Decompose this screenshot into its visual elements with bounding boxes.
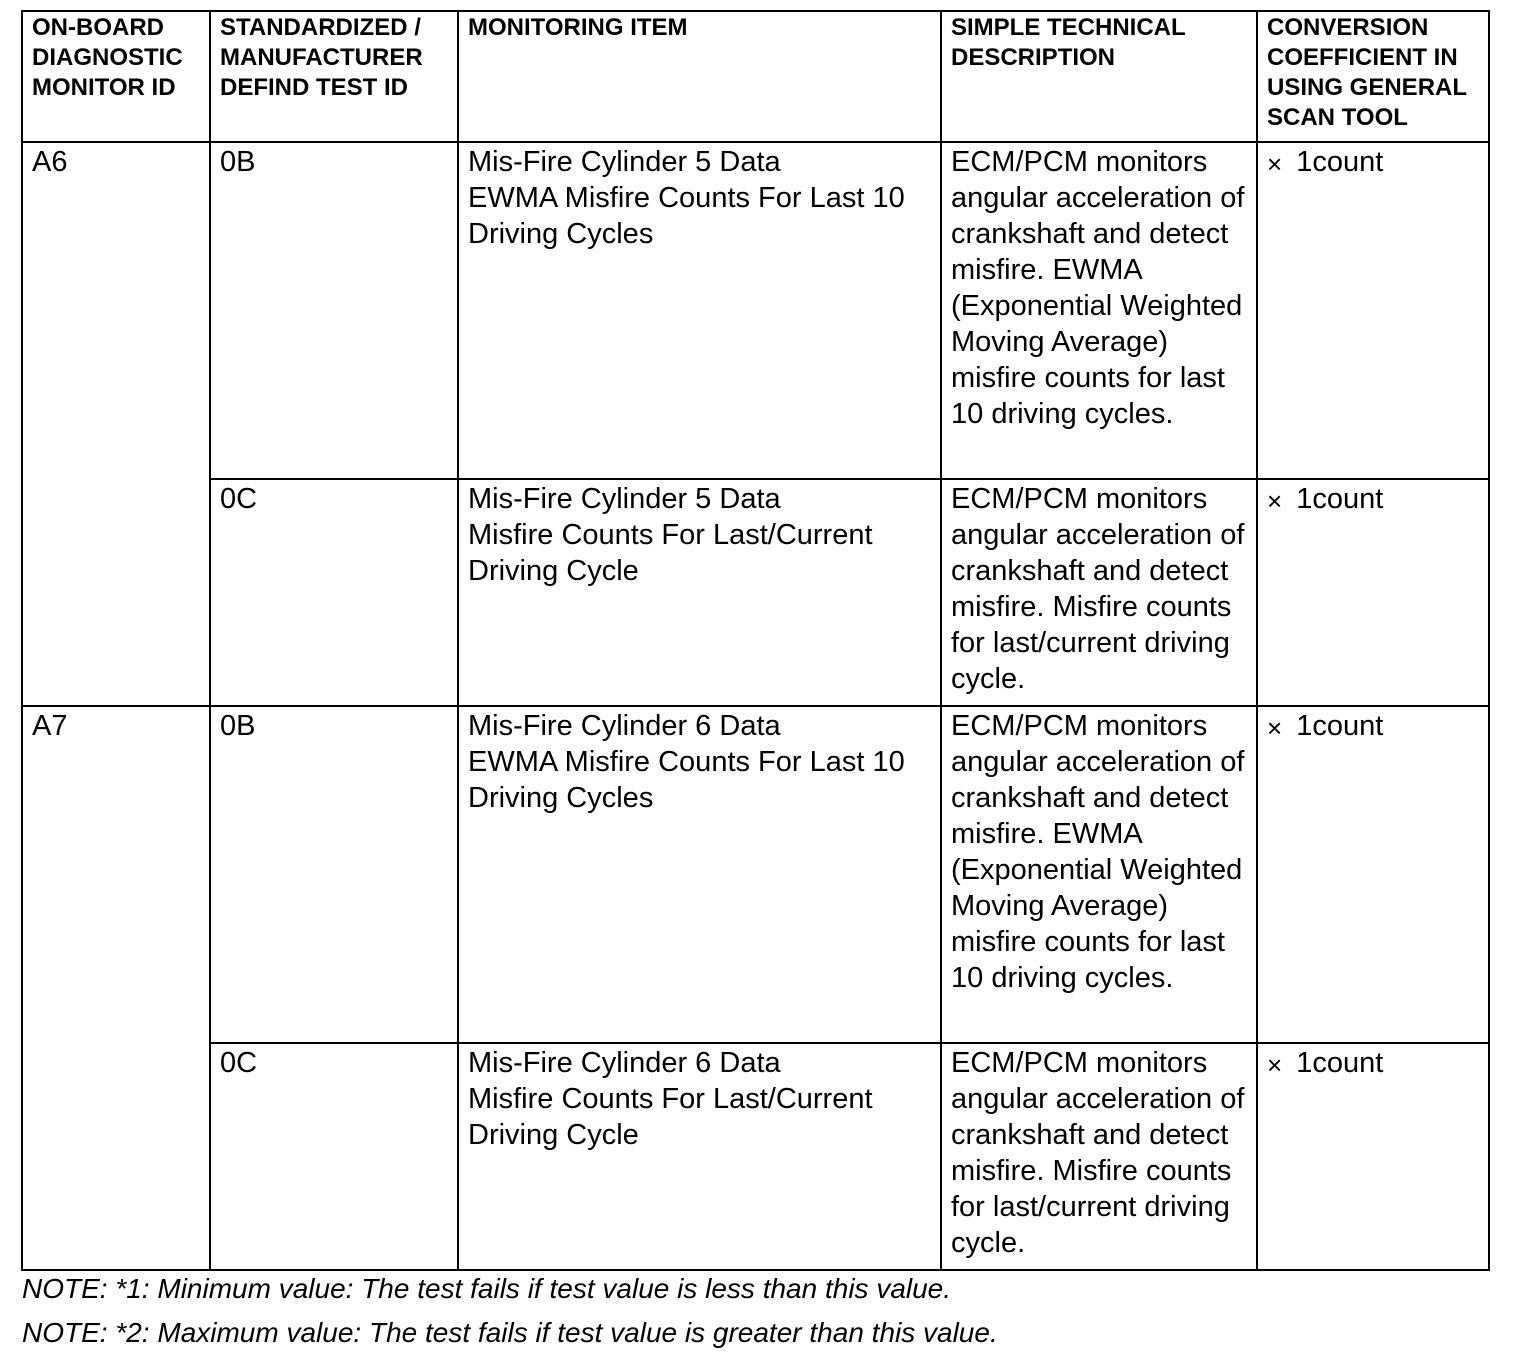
header-conversion: CONVERSION COEFFICIENT IN USING GENERAL SCAN TOOL [1257, 11, 1489, 142]
table-header-row [22, 11, 1489, 142]
description-cell: ECM/PCM monitors angular acceleration of crankshaft and detect misfire. EWMA (Exponential Weighted Moving Average) misfire counts for last 10 driving cycles. [941, 706, 1257, 1043]
conversion-cell [1257, 1043, 1489, 1270]
monitoring-item-cell [458, 1043, 941, 1270]
monitor-id-cell: A6 [22, 142, 210, 706]
conversion-cell [1257, 706, 1489, 1043]
conversion-cell [1257, 479, 1489, 706]
monitoring-item-title: Mis-Fire Cylinder 6 Data [468, 1047, 781, 1079]
monitoring-item-title: Mis-Fire Cylinder 5 Data [468, 146, 781, 178]
header-description: SIMPLE TECHNICAL DESCRIPTION [941, 11, 1257, 142]
note-maximum-value: NOTE: *2: Maximum value: The test fails if test value is greater than this value. [22, 1317, 998, 1348]
monitoring-item-detail: EWMA Misfire Counts For Last 10 Driving Cycles [468, 746, 905, 814]
monitoring-item-title: Mis-Fire Cylinder 6 Data [468, 710, 781, 742]
table-row [22, 142, 1489, 479]
test-id-cell: 0C [210, 479, 458, 706]
test-id-cell: 0B [210, 706, 458, 1043]
header-monitor-id: ON-BOARD DIAGNOSTIC MONITOR ID [22, 11, 210, 142]
description-cell: ECM/PCM monitors angular acceleration of crankshaft and detect misfire. Misfire counts for last/current driving cycle. [941, 479, 1257, 706]
description-cell: ECM/PCM monitors angular acceleration of crankshaft and detect misfire. Misfire counts for last/current driving cycle. [941, 1043, 1257, 1270]
multiply-symbol: × [1267, 149, 1283, 179]
multiply-symbol: × [1267, 486, 1283, 516]
multiply-symbol: × [1267, 713, 1283, 743]
header-monitoring-item: MONITORING ITEM [458, 11, 941, 142]
monitoring-item-title: Mis-Fire Cylinder 5 Data [468, 483, 781, 515]
monitoring-item-cell [458, 479, 941, 706]
description-cell: ECM/PCM monitors angular acceleration of crankshaft and detect misfire. EWMA (Exponential Weighted Moving Average) misfire counts for last 10 driving cycles. [941, 142, 1257, 479]
note-minimum-value: NOTE: *1: Minimum value: The test fails if test value is less than this value. [22, 1273, 952, 1304]
conversion-value: 1count [1296, 1047, 1384, 1079]
conversion-value: 1count [1296, 710, 1384, 742]
monitoring-item-cell [458, 142, 941, 479]
test-id-cell: 0B [210, 142, 458, 479]
monitoring-item-detail: Misfire Counts For Last/Current Driving Cycle [468, 519, 873, 587]
diagnostic-monitor-table [21, 10, 1490, 1271]
conversion-value: 1count [1296, 483, 1384, 515]
notes-section [22, 1273, 998, 1361]
monitoring-item-cell [458, 706, 941, 1043]
table-row [22, 1043, 1489, 1270]
monitoring-item-detail: Misfire Counts For Last/Current Driving Cycle [468, 1083, 873, 1151]
multiply-symbol: × [1267, 1050, 1283, 1080]
table-row [22, 706, 1489, 1043]
conversion-value: 1count [1296, 146, 1384, 178]
conversion-cell [1257, 142, 1489, 479]
monitoring-item-detail: EWMA Misfire Counts For Last 10 Driving Cycles [468, 182, 905, 250]
monitor-id-cell: A7 [22, 706, 210, 1270]
test-id-cell: 0C [210, 1043, 458, 1270]
table-row [22, 479, 1489, 706]
header-test-id: STANDARDIZED / MANUFACTURER DEFIND TEST ID [210, 11, 458, 142]
